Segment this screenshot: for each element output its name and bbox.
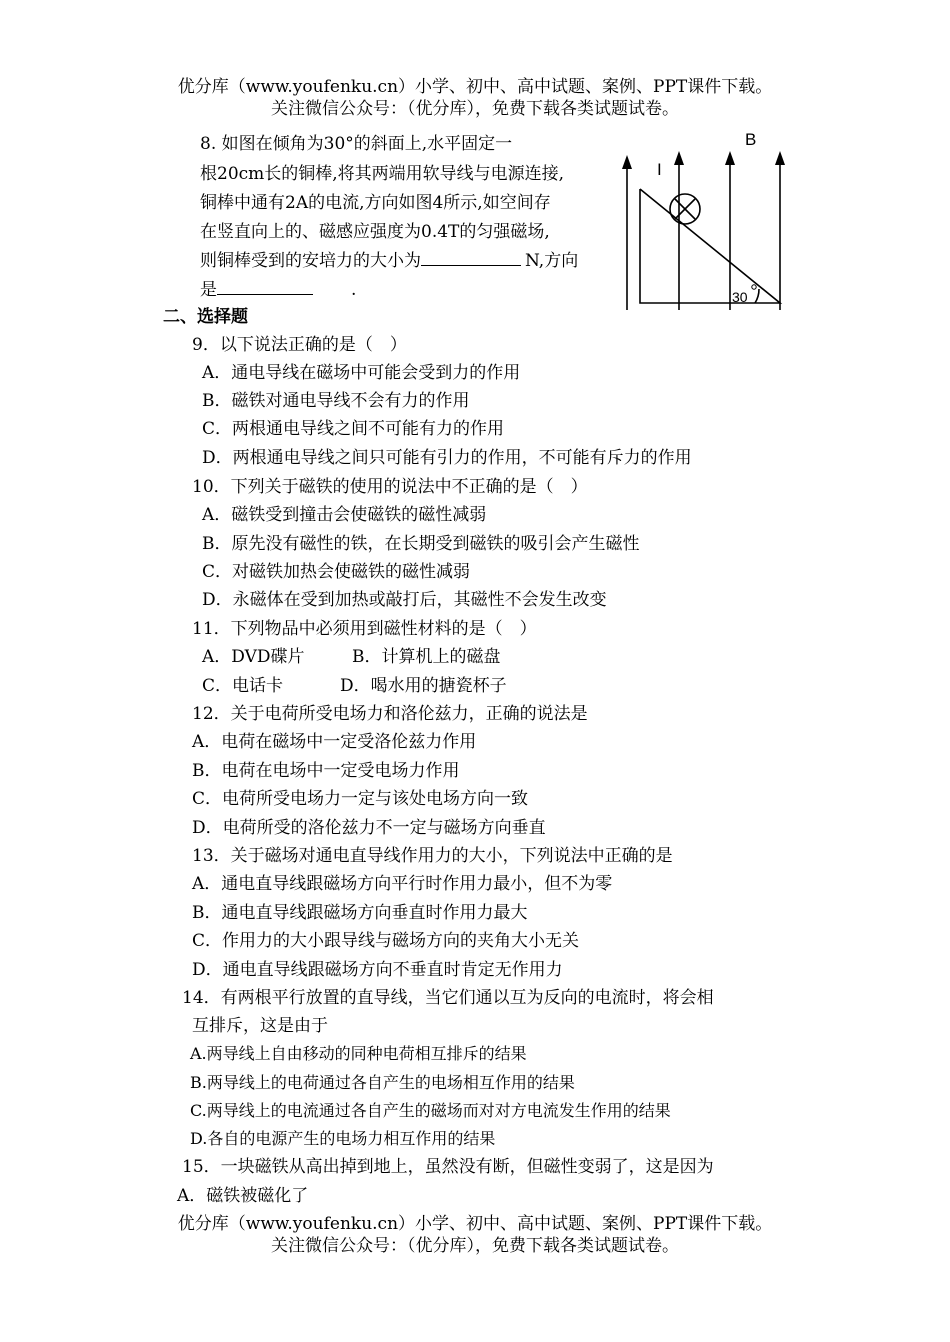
q10-option-a: A．磁铁受到撞击会使磁铁的磁性减弱 xyxy=(202,505,487,525)
q15-option-a: A．磁铁被磁化了 xyxy=(177,1186,309,1206)
q11-option-b: B．计算机上的磁盘 xyxy=(352,647,501,667)
q9-option-a: A．通电导线在磁场中可能会受到力的作用 xyxy=(202,363,521,383)
section-2-title: 二、选择题 xyxy=(163,307,248,327)
q10-stem: 10．下列关于磁铁的使用的说法中不正确的是（ ） xyxy=(192,477,588,497)
footer-line-1: 优分库（www.youfenku.cn）小学、初中、高中试题、案例、PPT课件下载。 xyxy=(177,1214,773,1234)
q14-option-c: C.两导线上的电流通过各自产生的磁场而对对方电流发生作用的结果 xyxy=(190,1101,671,1120)
q11-option-a: A．DVD碟片 xyxy=(202,647,305,667)
q10-option-c: C．对磁铁加热会使磁铁的磁性减弱 xyxy=(202,562,471,582)
q11-option-c: C．电话卡 xyxy=(202,676,284,696)
q12-option-a: A．电荷在磁场中一定受洛伦兹力作用 xyxy=(192,732,477,752)
arrowhead-4 xyxy=(775,151,785,165)
q13-option-c: C．作用力的大小跟导线与磁场方向的夹角大小无关 xyxy=(192,931,580,951)
answer-blank-direction xyxy=(217,278,313,295)
arrowhead-1 xyxy=(622,155,632,169)
q9-option-c: C．两根通电导线之间不可能有力的作用 xyxy=(202,419,505,439)
q8-line-6-period: . xyxy=(351,280,357,300)
arrowhead-3 xyxy=(725,151,735,165)
q8-line-5-text: 则铜棒受到的安培力的大小为 xyxy=(200,251,421,271)
current-label-i: I xyxy=(657,160,662,179)
q8-line-6 xyxy=(200,278,356,301)
q13-stem: 13．关于磁场对通电直导线作用力的大小，下列说法中正确的是 xyxy=(192,846,673,866)
q8-line-1: 8. 如图在倾角为30°的斜面上,水平固定一 xyxy=(200,134,513,154)
footer-line-2: 关注微信公众号：（优分库），免费下载各类试题试卷。 xyxy=(271,1236,679,1256)
header-line-2: 关注微信公众号：（优分库），免费下载各类试题试卷。 xyxy=(271,99,679,119)
incline-triangle xyxy=(640,189,780,303)
incline-field-diagram xyxy=(615,125,795,315)
q13-option-b: B．通电直导线跟磁场方向垂直时作用力最大 xyxy=(192,903,528,923)
q15-stem: 15．一块磁铁从高出掉到地上，虽然没有断，但磁性变弱了，这是因为 xyxy=(182,1157,714,1177)
q14-stem: 14．有两根平行放置的直导线，当它们通以互为反向的电流时，将会相 xyxy=(182,988,714,1008)
q11-option-d: D．喝水用的搪瓷杯子 xyxy=(340,676,507,696)
q10-option-d: D．永磁体在受到加热或敲打后，其磁性不会发生改变 xyxy=(202,590,607,610)
q13-option-a: A．通电直导线跟磁场方向平行时作用力最小，但不为零 xyxy=(192,874,613,894)
angle-label: 30 xyxy=(732,289,748,305)
q8-line-4: 在竖直向上的、磁感应强度为0.4T的匀强磁场, xyxy=(200,222,550,242)
q14-stem-continued: 互排斥，这是由于 xyxy=(192,1016,328,1036)
degree-symbol xyxy=(752,285,756,289)
q14-option-d: D.各自的电源产生的电场力相互作用的结果 xyxy=(190,1129,496,1148)
q12-option-c: C．电荷所受电场力一定与该处电场方向一致 xyxy=(192,789,529,809)
angle-arc xyxy=(755,289,759,303)
field-label-b: B xyxy=(745,130,757,149)
q13-option-d: D．通电直导线跟磁场方向不垂直时肯定无作用力 xyxy=(192,960,563,980)
q8-line-6-text: 是 xyxy=(200,280,217,300)
q9-stem: 9．以下说法正确的是（ ） xyxy=(192,335,407,355)
q14-option-b: B.两导线上的电荷通过各自产生的电场相互作用的结果 xyxy=(190,1073,575,1092)
q8-line-5 xyxy=(200,249,578,272)
q9-option-d: D．两根通电导线之间只可能有引力的作用，不可能有斥力的作用 xyxy=(202,448,692,468)
q12-stem: 12．关于电荷所受电场力和洛伦兹力，正确的说法是 xyxy=(192,704,588,724)
answer-blank-force xyxy=(421,249,521,266)
q11-stem: 11．下列物品中必须用到磁性材料的是（ ） xyxy=(192,619,537,639)
q10-option-b: B．原先没有磁性的铁，在长期受到磁铁的吸引会产生磁性 xyxy=(202,534,640,554)
q8-line-2: 根20cm长的铜棒,将其两端用软导线与电源连接, xyxy=(200,164,565,184)
q12-option-d: D．电荷所受的洛伦兹力不一定与磁场方向垂直 xyxy=(192,818,546,838)
q12-option-b: B．电荷在电场中一定受电场力作用 xyxy=(192,761,460,781)
q8-line-5-unit: N,方向 xyxy=(525,251,579,271)
q8-line-3: 铜棒中通有2A的电流,方向如图4所示,如空间存 xyxy=(200,193,551,213)
arrowhead-2 xyxy=(674,151,684,165)
header-line-1: 优分库（www.youfenku.cn）小学、初中、高中试题、案例、PPT课件下载。 xyxy=(177,77,773,97)
q9-option-b: B．磁铁对通电导线不会有力的作用 xyxy=(202,391,470,411)
q14-option-a: A.两导线上自由移动的同种电荷相互排斥的结果 xyxy=(190,1044,527,1063)
